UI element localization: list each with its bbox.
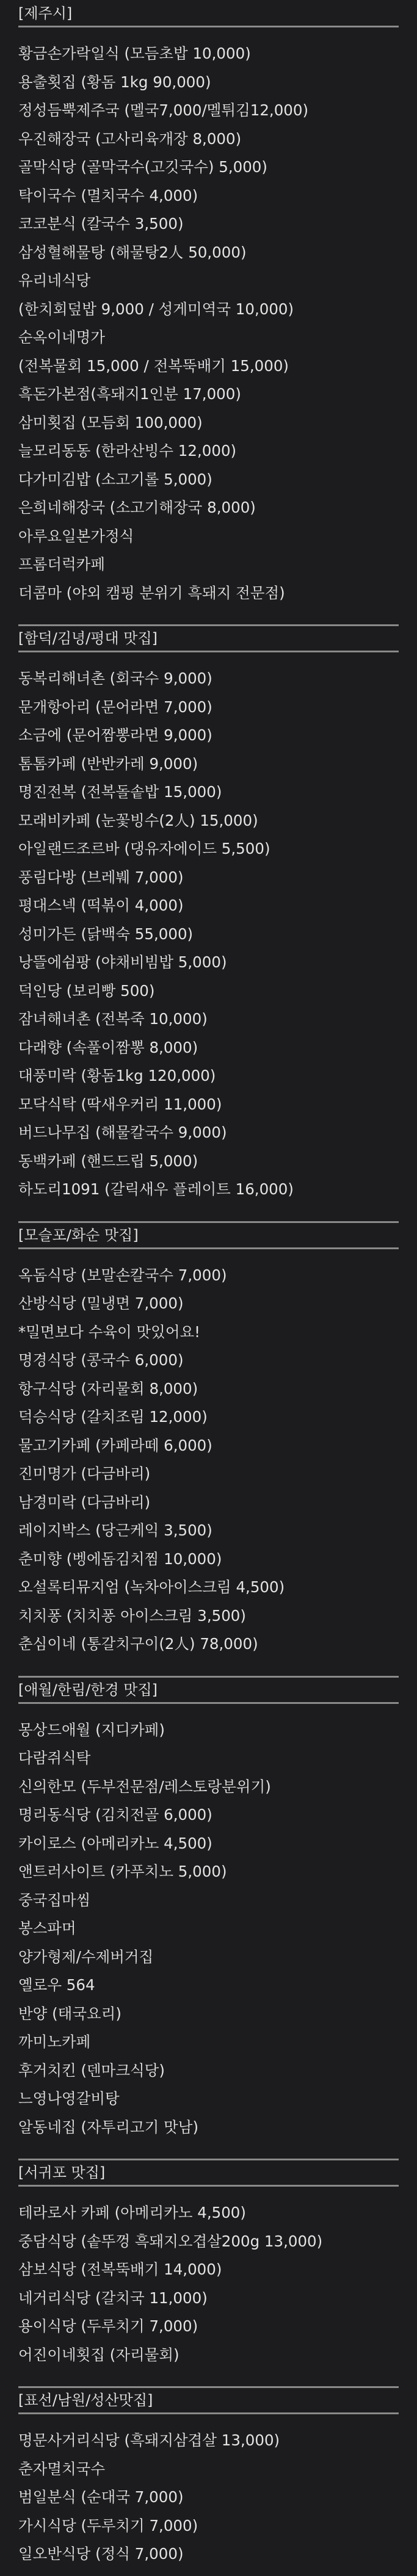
list-item: 옐로우 564 [18,1976,95,1994]
list-item: 중국집마씸 [18,1891,91,1909]
section-hamdeok [0,626,417,1223]
list-item: 치치퐁 (치치퐁 아이스크림 3,500) [18,1606,246,1625]
list-item: 산방식당 (밀냉면 7,000) [18,1294,184,1312]
list-item: 반양 (태국요리) [18,2004,121,2022]
list-item: 일오반식당 (정식 7,000) [18,2545,184,2563]
list-item: 앤트러사이트 (카푸치노 5,000) [18,1863,227,1880]
list-item: 느영나영갈비탕 [18,2090,120,2107]
section-pyoseon [0,2388,417,2569]
section-title: [서귀포 맛집] [18,2164,106,2181]
section-title: [애월/한림/한경 맛집] [18,1681,158,1698]
list-item: 소금에 (문어짬뽕라면 9,000) [18,726,212,744]
list-item: 덕인당 (보리빵 500) [18,981,155,1000]
list-item: 흑돈가본점(흑돼지1인분 17,000) [18,385,241,403]
list-item: 까미노카페 [18,2033,91,2051]
list-item: 톰톰카페 (반반카레 9,000) [18,754,198,773]
list-item: 물고기카페 (카페라떼 6,000) [18,1436,212,1454]
list-item: 삼성혈해물탕 (해물탕2人 50,000) [18,243,247,261]
list-item: 탁이국수 (멸치국수 4,000) [18,186,198,204]
restaurant-list [0,665,417,1204]
list-item: 명진전복 (전복돌솥밥 15,000) [18,783,222,801]
section-title: [표선/남원/성산맛집] [18,2392,153,2409]
section-moseulpo [0,1223,417,1678]
restaurant-list [0,1716,417,2142]
list-item: 가시식당 (두루치기 7,000) [18,2516,198,2535]
list-item: 코코분식 (칼국수 3,500) [18,215,184,233]
list-item: 다가미김밥 (소고기롤 5,000) [18,470,212,488]
list-item: 명문사거리식당 (흑돼지삼겹살 13,000) [18,2431,280,2449]
list-item: 오설록티뮤지엄 (녹차아이스크림 4,500) [18,1578,285,1596]
list-item: 하도리1091 (갈릭새우 플레이트 16,000) [18,1180,294,1198]
section-aewol [0,1678,417,2161]
list-item: 우진해장국 (고사리육개장 8,000) [18,129,242,148]
list-item: 남경미락 (다금바리) [18,1493,151,1511]
list-item: (한치회덮밥 9,000 / 성게미역국 10,000) [18,300,294,318]
section-jeju-si [0,1,417,626]
list-item: 아루요일본가정식 [18,527,134,545]
list-item: 잠녀해녀촌 (전복죽 10,000) [18,1010,208,1028]
list-item: 용출횟집 (황돔 1kg 90,000) [18,73,211,91]
section-seogwipo [0,2160,417,2388]
list-item: 봉스파머 [18,1919,76,1937]
list-item: 옥돔식당 (보말손칼국수 7,000) [18,1266,227,1284]
list-item: 대풍미락 (황돔1kg 120,000) [18,1067,216,1084]
list-item: 문개항아리 (문어라면 7,000) [18,698,212,716]
list-item: 다래향 (속풀이짬뽕 8,000) [18,1038,198,1056]
list-item: 버드나무집 (해물칼국수 9,000) [18,1124,227,1141]
list-item: 다람쥐식탁 [18,1749,91,1767]
list-item: 어진이네횟집 (자리물회) [18,2345,179,2364]
list-item: 후거치킨 (덴마크식당) [18,2061,165,2079]
restaurant-list [0,40,417,607]
list-item: 더콤마 (야외 캠핑 분위기 흑돼지 전문점) [18,583,285,602]
list-item: 덕승식당 (갈치조림 12,000) [18,1408,208,1426]
list-item: 카이로스 (아메리카노 4,500) [18,1834,212,1852]
list-item: 알동네집 (자투리고기 맛남) [18,2118,199,2136]
list-item: 황금손가락일식 (모듬초밥 10,000) [18,45,251,62]
list-item: 몽상드애월 (지디카페) [18,1720,165,1739]
list-item: 신의한모 (두부전문점/레스토랑분위기) [18,1777,271,1795]
list-item: 레이지박스 (당근케익 3,500) [18,1521,212,1539]
list-item: 동복리해녀촌 (회국수 9,000) [18,669,212,687]
restaurant-list [0,1261,417,1659]
list-item: 삼미횟집 (모듬회 100,000) [18,413,203,431]
list-item: 프롬더럭카페 [18,555,106,573]
list-item: 모래비카페 (눈꽃빙수(2人) 15,000) [18,811,258,829]
list-item: 춘심이네 (통갈치구이(2人) 78,000) [18,1635,258,1653]
list-item: 용이식당 (두루치기 7,000) [18,2317,198,2335]
list-item: 명리동식당 (김치전골 6,000) [18,1806,212,1824]
list-item: 춘미향 (벵에돔김치찜 10,000) [18,1550,222,1568]
list-item: 중담식당 (솥뚜껑 흑돼지오겹살200g 13,000) [18,2232,323,2250]
list-item: 모닥식탁 (딱새우커리 11,000) [18,1095,222,1113]
list-item: 항구식당 (자리물회 8,000) [18,1379,198,1398]
list-item: 춘자멸치국수 [18,2459,106,2478]
list-item: 양가형제/수제버거집 [18,1947,154,1966]
list-item: 유리네식당 [18,272,91,289]
list-item: 명경식당 (콩국수 6,000) [18,1351,184,1369]
restaurant-list [0,2199,417,2369]
list-item: *밀면보다 수육이 맛있어요! [18,1322,200,1341]
list-item: 낭뜰에쉼팡 (야채비빔밥 5,000) [18,953,227,971]
list-item: 동백카페 (핸드드립 5,000) [18,1152,198,1170]
list-item: 네거리식당 (갈치국 11,000) [18,2289,208,2307]
section-title: [제주시] [18,5,73,22]
section-title: [모슬포/화순 맛집] [18,1226,139,1244]
list-item: 진미명가 (다금바리) [18,1465,151,1482]
restaurant-list [0,2426,417,2569]
list-item: 아일랜드조르바 (댕유자에이드 5,500) [18,840,270,857]
list-item: 순옥이네명가 [18,328,106,346]
list-item: 테라로사 카페 (아메리카노 4,500) [18,2204,246,2221]
list-item: 정성듬뿍제주국 (멜국7,000/멜튀김12,000) [18,101,309,119]
list-item: 삼보식당 (전복뚝배기 14,000) [18,2260,222,2278]
list-item: 풍림다방 (브레붸 7,000) [18,868,184,886]
list-item: 성미가든 (닭백숙 55,000) [18,925,194,943]
list-item: 골막식당 (골막국수(고깃국수) 5,000) [18,158,267,176]
list-item: 늘모리동동 (한라산빙수 12,000) [18,442,237,460]
list-item: 은희네해장국 (소고기해장국 8,000) [18,499,256,516]
section-title: [함덕/김녕/평대 맛집] [18,630,158,647]
list-item: 평대스넥 (떡볶이 4,000) [18,897,184,914]
list-item: (전복물회 15,000 / 전복뚝배기 15,000) [18,356,289,375]
list-item: 범일분식 (순대국 7,000) [18,2488,184,2506]
